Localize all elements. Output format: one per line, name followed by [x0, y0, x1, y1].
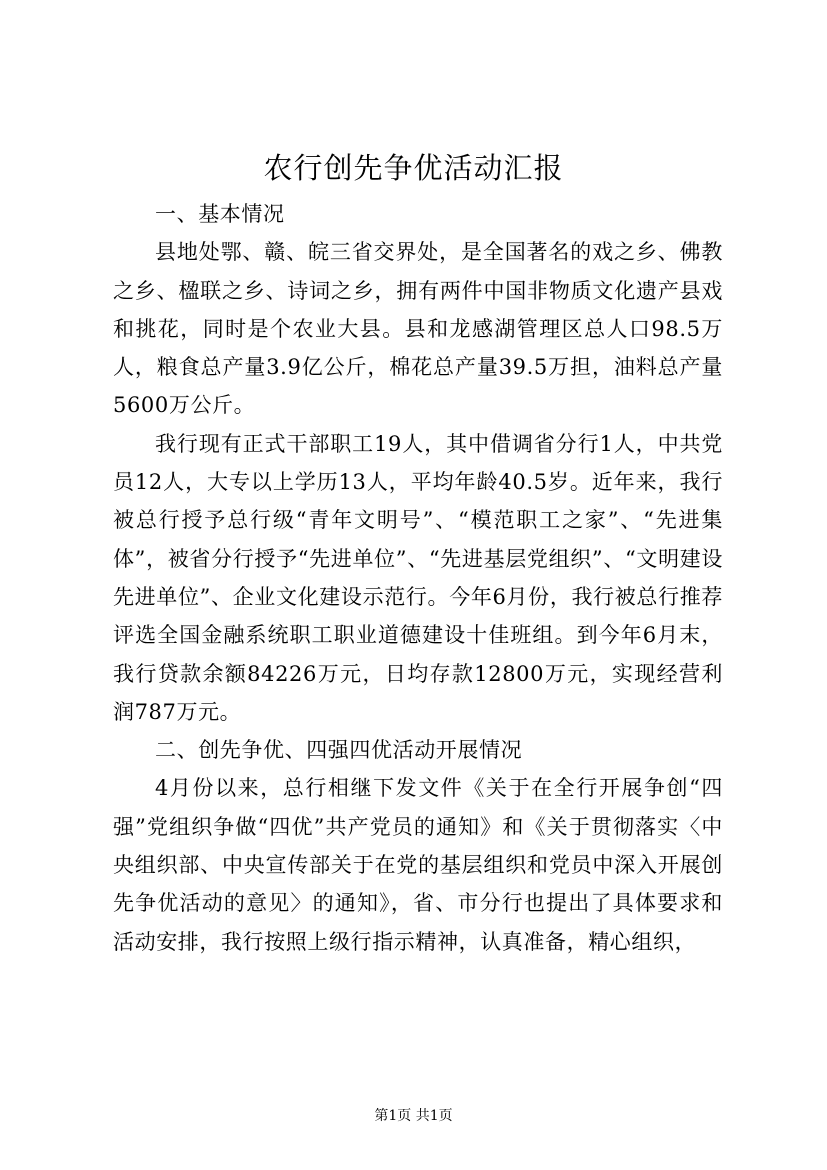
page-footer: 第1页 共1页	[374, 1108, 453, 1124]
section-heading-activities: 二、创先争优、四强四优活动开展情况	[155, 738, 523, 763]
paragraph-activities: 4月份以来，总行相继下发文件《关于在全行开展争创“四强”党组织争做“四优”共产党员的通知》和《关于贯彻落实〈中央组织部、中央宣传部关于在党的基层组织和党员中深入开展创先争优活动的意见〉的通知》，省、市分行也提出了具体要求和活动安排，我行按照上级行指示精神，认真准备，精心组织，	[113, 776, 723, 954]
document-body	[113, 195, 723, 961]
paragraph-county-overview: 县地处鄂、赣、皖三省交界处，是全国著名的戏之乡、佛教之乡、楹联之乡、诗词之乡，拥有两件中国非物质文化遗产县戏和挑花，同时是个农业大县。县和龙感湖管理区总人口98.5万人，粮食总产量3.9亿公斤，棉花总产量39.5万担，油料总产量5600万公斤。	[113, 240, 723, 418]
section-heading-basic-info: 一、基本情况	[155, 202, 285, 226]
document-title: 农行创先争优活动汇报	[263, 151, 564, 185]
paragraph-branch-overview: 我行现有正式干部职工19人，其中借调省分行1人，中共党员12人，大专以上学历13人，平均年龄40.5岁。近年来，我行被总行授予总行级“青年文明号”、“模范职工之家”、“先进集体”，被省分行授予“先进单位”、“先进基层党组织”、“文明建设先进单位”、企业文化建设示范行。今年6月份，我行被总行推荐评选全国金融系统职工职业道德建设十佳班组。到今年6月末，我行贷款余额84226万元，日均存款12800万元，实现经营利润787万元。	[113, 431, 723, 724]
